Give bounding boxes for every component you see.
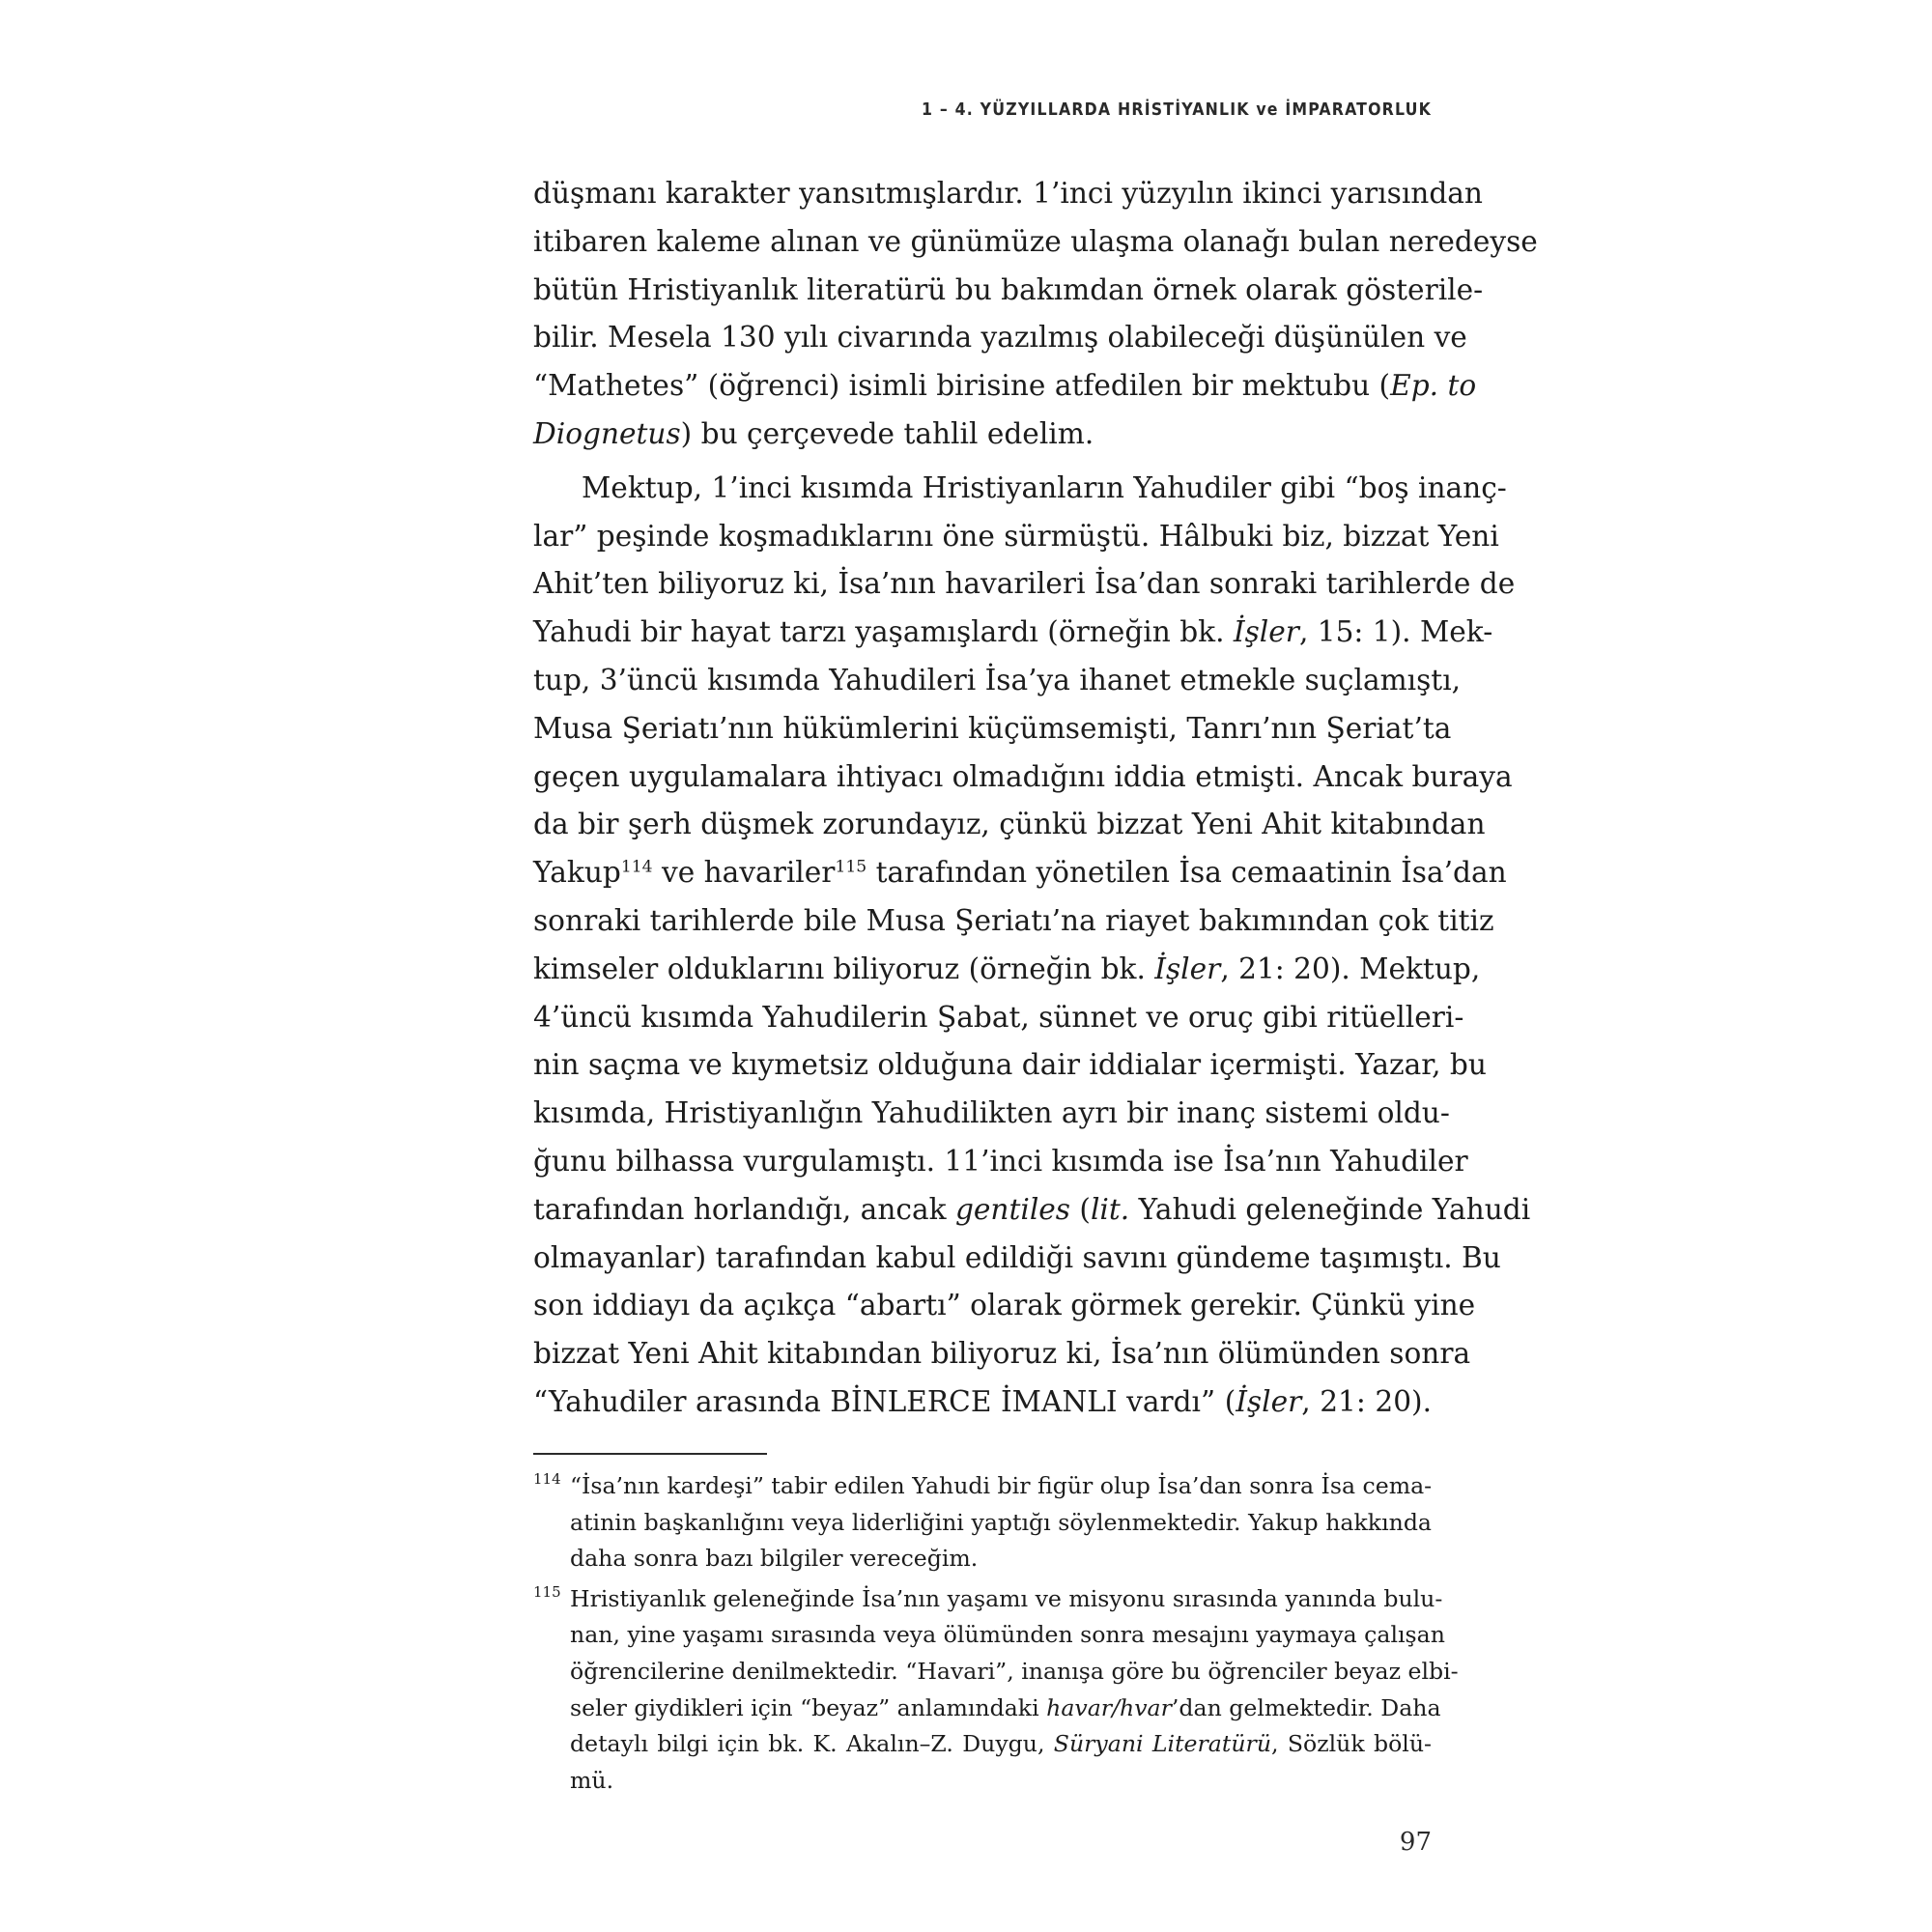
running-head: 1 – 4. YÜZYILLARDA HRİSTİYANLIK ve İMPARATORLUK [922, 100, 1432, 120]
footnote-line: detaylı bilgi için bk. K. Akalın–Z. Duygu, Süryani Literatürü, Sözlük bölü- [570, 1730, 1433, 1758]
footnotes [533, 1468, 1459, 1803]
page-number: 97 [1399, 1828, 1432, 1857]
paragraph-1 [533, 170, 1538, 459]
text-line: son iddiayı da açıkça “abartı” olarak görmek gerekir. Çünkü yine [533, 1289, 1476, 1322]
text-line: nin saçma ve kıymetsiz olduğuna dair iddialar içermişti. Yazar, bu [533, 1048, 1487, 1082]
text-line: sonraki tarihlerde bile Musa Şeriatı’na riayet bakımından çok titiz [533, 903, 1494, 937]
footnote-line: mü. [570, 1766, 614, 1794]
footnote-line: seler giydikleri için “beyaz” anlamındaki havar/hvar’dan gelmektedir. Daha [570, 1693, 1441, 1721]
footnote-114 [533, 1468, 1432, 1577]
text-line: da bir şerh düşmek zorundayız, çünkü bizzat Yeni Ahit kitabından [533, 808, 1486, 841]
text-line: ğunu bilhassa vurgulamıştı. 11’inci kısımda ise İsa’nın Yahudiler [533, 1144, 1468, 1178]
text-line: itibaren kaleme alınan ve günümüze ulaşma olanağı bulan neredeyse [533, 224, 1538, 258]
text-line: Musa Şeriatı’nın hükümlerini küçümsemişti, Tanrı’nın Şeriat’ta [533, 711, 1452, 745]
footnote-115 [533, 1581, 1459, 1800]
text-line: kısımda, Hristiyanlığın Yahudilikten ayrı bir inanç sistemi oldu- [533, 1096, 1450, 1130]
footnote-ref-114[interactable]: 114 [620, 857, 653, 877]
text-line: lar” peşinde koşmadıklarını öne sürmüştü. Hâlbuki biz, bizzat Yeni [533, 519, 1499, 553]
footnote-ref-115[interactable]: 115 [835, 857, 867, 877]
text-line: kimseler olduklarını biliyoruz (örneğin bk. İşler, 21: 20). Mektup, [533, 952, 1481, 985]
text-line: bilir. Mesela 130 yılı civarında yazılmış olabileceği düşünülen ve [533, 321, 1467, 355]
text-line: tup, 3’üncü kısımda Yahudileri İsa’ya ihanet etmekle suçlamıştı, [533, 663, 1462, 696]
text-line: Mektup, 1’inci kısımda Hristiyanların Yahudiler gibi “boş inanç- [582, 470, 1507, 504]
text-line: Yakup$^{114}$ ve havariler$^{115}$ tarafından yönetilen İsa cemaatinin İsa’dan [533, 856, 1507, 890]
footnote-number: 115 [533, 1582, 561, 1601]
footnote-line: Hristiyanlık geleneğinde İsa’nın yaşamı ve misyonu sırasında yanında bulu- [570, 1584, 1443, 1612]
text-line: “Yahudiler arasında BİNLERCE İMANLI vardı” (İşler, 21: 20). [533, 1384, 1432, 1418]
text-line: Yahudi bir hayat tarzı yaşamışlardı (örneğin bk. İşler, 15: 1). Mek- [533, 615, 1493, 649]
footnote-line: nan, yine yaşamı sırasında veya ölümünden sonra mesajını yaymaya çalışan [570, 1621, 1445, 1649]
text-line: bütün Hristiyanlık literatürü bu bakımdan örnek olarak gösterile- [533, 272, 1484, 306]
footnote-line: atinin başkanlığını veya liderliğini yaptığı söylenmektedir. Yakup hakkında [570, 1508, 1432, 1536]
text-line: Ahit’ten biliyoruz ki, İsa’nın havarileri İsa’dan sonraki tarihlerde de [533, 567, 1516, 601]
text-line: olmayanlar) tarafından kabul edildiği savını gündeme taşımıştı. Bu [533, 1240, 1501, 1274]
footnote-line: “İsa’nın kardeşi” tabir edilen Yahudi bir figür olup İsa’dan sonra İsa cema- [570, 1472, 1433, 1499]
text-line: bizzat Yeni Ahit kitabından biliyoruz ki, İsa’nın ölümünden sonra [533, 1337, 1471, 1371]
paragraph-2 [533, 465, 1531, 1427]
footnote-number: 114 [533, 1470, 561, 1488]
text-line: tarafından horlandığı, ancak gentiles (lit. Yahudi geleneğinde Yahudi [533, 1192, 1531, 1226]
footnote-separator [533, 1453, 767, 1455]
footnote-line: öğrencilerine denilmektedir. “Havari”, inanışa göre bu öğrenciler beyaz elbi- [570, 1657, 1459, 1685]
text-line: geçen uygulamalara ihtiyacı olmadığını iddia etmişti. Ancak buraya [533, 759, 1513, 793]
text-line: Diognetus) bu çerçevede tahlil edelim. [533, 416, 1094, 450]
text-line: düşmanı karakter yansıtmışlardır. 1’inci yüzyılın ikinci yarısından [533, 177, 1483, 210]
text-line: “Mathetes” (öğrenci) isimli birisine atfedilen bir mektubu (Ep. to [533, 369, 1477, 403]
main-text [533, 170, 1538, 1427]
text-line: 4’üncü kısımda Yahudilerin Şabat, sünnet ve oruç gibi ritüelleri- [533, 1000, 1464, 1034]
footnote-line: daha sonra bazı bilgiler vereceğim. [570, 1545, 979, 1573]
